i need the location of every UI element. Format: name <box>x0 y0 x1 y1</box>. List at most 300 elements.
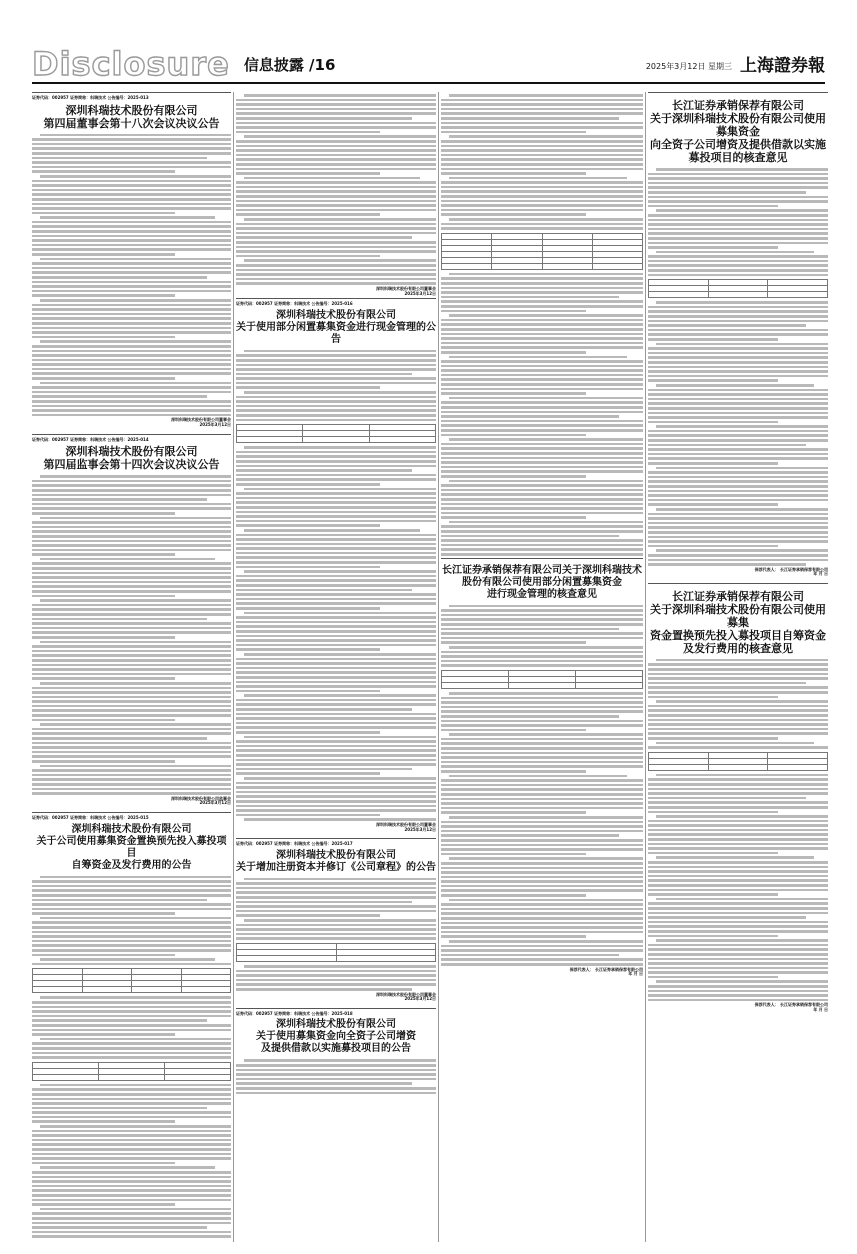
text-line <box>40 641 231 644</box>
text-line <box>236 354 436 357</box>
text-line <box>32 161 231 164</box>
text-line <box>441 548 643 551</box>
text-line <box>441 277 643 280</box>
text-line <box>648 935 778 938</box>
text-line <box>40 682 231 685</box>
text-line <box>441 738 643 741</box>
text-line <box>32 377 175 380</box>
text-line <box>648 723 828 726</box>
text-line <box>32 147 231 150</box>
text-line <box>32 645 231 648</box>
text-line <box>236 364 436 367</box>
text-line <box>32 1139 231 1142</box>
text-line <box>244 919 436 922</box>
text-line <box>40 340 231 343</box>
column-4 <box>648 92 828 1019</box>
text-line <box>40 917 231 920</box>
text-line <box>236 200 436 203</box>
text-line <box>441 108 643 111</box>
text-line <box>236 713 436 716</box>
text-line <box>32 783 231 786</box>
text-line <box>648 196 828 199</box>
text-line <box>648 801 828 804</box>
text-line <box>236 979 436 982</box>
text-line <box>32 755 231 758</box>
text-line <box>32 1231 231 1234</box>
text-line <box>441 190 643 193</box>
text-line <box>236 168 436 171</box>
text-line <box>236 368 436 371</box>
text-line <box>441 200 643 203</box>
text-line <box>236 99 436 102</box>
article-signature: 深圳科瑞技术股份有限公司董事会 2025年3月12日 <box>376 285 436 296</box>
text-line <box>648 177 828 180</box>
text-line <box>236 112 436 115</box>
text-line <box>244 259 436 262</box>
text-line <box>32 719 175 722</box>
text-line <box>40 876 231 879</box>
text-line <box>441 168 643 171</box>
text-line <box>441 839 643 842</box>
article-meta: 证券代码：002957 证券简称：科瑞技术 公告编号：2025-014 <box>32 436 149 442</box>
text-line <box>32 391 231 394</box>
text-line <box>32 354 231 357</box>
text-line <box>449 480 643 483</box>
text-line <box>244 529 420 532</box>
text-line <box>32 221 231 224</box>
text-line <box>236 409 436 412</box>
text-line <box>648 416 828 419</box>
text-line <box>32 212 175 215</box>
text-line <box>648 746 828 749</box>
text-line <box>32 152 231 155</box>
text-line <box>32 484 231 487</box>
text-line <box>32 963 231 966</box>
text-line <box>40 175 231 178</box>
text-line <box>40 958 215 961</box>
text-line <box>32 1001 231 1004</box>
text-line <box>236 154 436 157</box>
text-line <box>32 889 231 892</box>
text-line <box>441 784 643 787</box>
text-line <box>32 732 231 735</box>
text-line <box>32 331 231 334</box>
text-line <box>32 350 231 353</box>
text-line <box>656 209 828 212</box>
text-line <box>236 1069 436 1072</box>
text-line <box>441 204 643 207</box>
text-line <box>441 945 643 948</box>
text-line <box>441 411 643 414</box>
text-line <box>236 745 436 748</box>
text-line <box>32 530 231 533</box>
data-table <box>32 968 231 993</box>
text-line <box>236 273 436 276</box>
text-line <box>32 253 175 256</box>
text-line <box>40 517 231 520</box>
text-line <box>244 777 436 780</box>
text-line <box>236 671 436 674</box>
text-line <box>441 328 643 331</box>
text-line <box>441 122 643 125</box>
text-line <box>236 497 436 500</box>
text-line <box>236 782 436 785</box>
text-line <box>32 498 207 501</box>
text-line <box>32 650 231 653</box>
article-title: 深圳科瑞技术股份有限公司 关于使用募集资金向全资子公司增资 及提供借款以实施募投项目的公告 <box>256 1019 416 1055</box>
text-line <box>656 301 828 304</box>
text-line <box>648 967 828 970</box>
text-line <box>648 246 778 249</box>
text-line <box>441 935 586 938</box>
text-line <box>441 415 619 418</box>
text-line <box>236 795 436 798</box>
text-line <box>32 1107 207 1110</box>
text-line <box>648 324 806 327</box>
text-line <box>236 809 436 812</box>
text-line <box>441 378 643 381</box>
text-line <box>441 539 643 542</box>
text-line <box>648 462 778 465</box>
text-line <box>32 1171 231 1174</box>
article-body <box>648 301 828 565</box>
text-line <box>236 1078 436 1081</box>
article-title: 长江证券承销保荐有限公司 关于深圳科瑞技术股份有限公司使用募集 资金置换预先投入募投项目自筹资金 及发行费用的核查意见 <box>650 589 826 655</box>
text-line <box>244 612 436 615</box>
text-line <box>32 372 231 375</box>
text-line <box>32 1120 175 1123</box>
text-line <box>648 728 828 731</box>
text-line <box>648 260 828 263</box>
text-line <box>441 287 643 290</box>
article-body <box>32 996 231 1058</box>
text-line <box>648 430 828 433</box>
text-line <box>32 691 231 694</box>
text-line <box>32 1102 231 1105</box>
text-line <box>236 506 436 509</box>
text-line <box>32 912 175 915</box>
text-line <box>441 770 586 773</box>
text-line <box>648 889 828 892</box>
text-line <box>648 677 828 680</box>
text-line <box>441 830 643 833</box>
text-line <box>236 195 436 198</box>
text-line <box>32 567 231 570</box>
text-line <box>32 769 231 772</box>
text-line <box>236 589 412 592</box>
text-line <box>40 134 231 137</box>
text-line <box>441 618 643 621</box>
text-line <box>236 602 436 605</box>
text-line <box>648 310 828 313</box>
text-line <box>441 876 643 879</box>
text-line <box>648 237 828 240</box>
text-line <box>648 985 828 988</box>
text-line <box>32 405 231 408</box>
text-line <box>236 937 436 940</box>
text-line <box>441 917 643 920</box>
text-line <box>32 1098 231 1101</box>
text-line <box>648 476 828 479</box>
text-line <box>236 690 380 693</box>
text-line <box>648 958 828 961</box>
text-line <box>40 996 231 999</box>
text-line <box>236 1092 436 1095</box>
text-line <box>40 723 231 726</box>
data-table <box>648 279 828 298</box>
text-line <box>236 754 436 757</box>
text-line <box>32 313 231 316</box>
text-line <box>40 216 215 219</box>
text-line <box>648 663 828 666</box>
text-line <box>441 227 643 230</box>
text-line <box>32 526 231 529</box>
text-line <box>236 621 436 624</box>
text-line <box>32 940 231 943</box>
text-line <box>236 103 436 106</box>
text-line <box>32 792 231 795</box>
issue-date: 2025年3月12日 星期三 <box>645 62 732 71</box>
text-line <box>32 705 231 708</box>
text-line <box>441 337 643 340</box>
text-line <box>441 871 643 874</box>
text-line <box>648 668 828 671</box>
text-line <box>449 692 643 695</box>
text-line <box>32 535 231 538</box>
text-line <box>441 516 586 519</box>
text-line <box>32 668 231 671</box>
text-line <box>441 461 643 464</box>
text-line <box>236 681 436 684</box>
text-line <box>32 363 231 366</box>
text-line <box>441 802 643 805</box>
text-line <box>441 498 643 501</box>
text-line <box>236 685 436 688</box>
text-line <box>648 861 828 864</box>
text-line <box>236 786 436 789</box>
text-line <box>441 614 643 617</box>
text-line <box>648 907 828 910</box>
text-line <box>40 599 231 602</box>
text-line <box>32 659 231 662</box>
text-line <box>656 384 814 387</box>
text-line <box>32 595 175 598</box>
text-line <box>244 570 436 573</box>
article-signature: 深圳科瑞技术股份有限公司监事会 2025年3月12日 <box>171 795 231 806</box>
text-line <box>236 575 436 578</box>
text-line <box>32 267 231 270</box>
text-line <box>656 251 814 254</box>
text-line <box>40 1084 231 1087</box>
article-body <box>236 965 436 991</box>
text-line <box>449 438 643 441</box>
text-line <box>648 242 828 245</box>
text-line <box>449 857 643 860</box>
text-line <box>441 651 643 654</box>
text-line <box>236 386 380 389</box>
text-line <box>32 1153 231 1156</box>
text-line <box>648 361 828 364</box>
article-body <box>236 446 436 821</box>
text-line <box>449 733 643 736</box>
text-line <box>32 193 231 196</box>
text-line <box>648 444 806 447</box>
text-line <box>236 561 436 564</box>
text-line <box>441 181 643 184</box>
text-line <box>648 531 828 534</box>
text-line <box>236 483 380 486</box>
text-line <box>32 138 231 141</box>
text-line <box>441 424 643 427</box>
text-line <box>236 460 436 463</box>
text-line <box>648 480 828 483</box>
text-line <box>236 469 412 472</box>
article-sponsor-cash-management <box>441 558 643 977</box>
text-line <box>441 291 643 294</box>
text-line <box>441 880 643 883</box>
text-line <box>648 352 828 355</box>
text-line <box>441 701 643 704</box>
text-line <box>648 705 828 708</box>
text-line <box>236 419 436 422</box>
text-line <box>236 264 436 267</box>
text-line <box>648 471 828 474</box>
text-line <box>236 703 436 706</box>
text-line <box>32 503 231 506</box>
text-line <box>32 613 231 616</box>
article-signature: 保荐代表人： 长江证券承销保荐有限公司 年 月 日 <box>754 566 828 577</box>
text-line <box>32 572 231 575</box>
text-line <box>441 908 643 911</box>
text-line <box>449 605 643 608</box>
text-line <box>32 1015 231 1018</box>
text-line <box>441 637 643 640</box>
text-line <box>32 409 231 412</box>
article-title: 深圳科瑞技术股份有限公司 关于公司使用募集资金置换预先投入募投项目 自筹资金及发行费用的公告 <box>36 823 227 871</box>
text-line <box>441 807 643 810</box>
text-line <box>441 195 643 198</box>
text-line <box>441 333 643 336</box>
text-line <box>236 511 436 514</box>
text-line <box>441 697 643 700</box>
text-line <box>32 480 231 483</box>
text-line <box>648 719 828 722</box>
text-line <box>648 412 828 415</box>
text-line <box>32 143 231 146</box>
text-line <box>32 1029 231 1032</box>
article-supervisory-resolution <box>32 434 231 806</box>
article-signature: 保荐代表人： 长江证券承销保荐有限公司 年 月 日 <box>569 966 643 977</box>
text-line <box>236 974 436 977</box>
text-line <box>236 492 436 495</box>
text-line <box>32 327 231 330</box>
text-line <box>656 815 828 818</box>
text-line <box>648 485 828 488</box>
text-line <box>648 912 828 915</box>
text-line <box>244 878 436 881</box>
text-line <box>648 191 806 194</box>
text-line <box>648 732 828 735</box>
text-line <box>236 405 436 408</box>
article-subsidiary-capital <box>236 1008 436 1094</box>
text-line <box>32 1052 231 1055</box>
text-line <box>32 304 231 307</box>
text-line <box>441 145 643 148</box>
text-line <box>32 1217 231 1220</box>
text-line <box>236 896 436 899</box>
text-line <box>236 676 436 679</box>
text-line <box>32 751 231 754</box>
text-line <box>648 186 828 189</box>
text-line <box>441 117 619 120</box>
text-line <box>656 467 828 470</box>
text-line <box>32 170 175 173</box>
text-line <box>244 446 436 449</box>
text-line <box>32 345 231 348</box>
text-line <box>441 660 643 663</box>
text-line <box>236 163 436 166</box>
text-line <box>32 235 231 238</box>
data-table <box>236 943 436 962</box>
text-line <box>441 365 643 368</box>
text-line <box>32 1176 231 1179</box>
text-line <box>32 290 231 293</box>
text-line <box>441 300 643 303</box>
text-line <box>236 373 412 376</box>
text-line <box>441 351 586 354</box>
text-line <box>32 207 231 210</box>
text-line <box>236 246 436 249</box>
text-line <box>236 515 436 518</box>
text-line <box>441 484 643 487</box>
text-line <box>236 108 436 111</box>
text-line <box>236 126 436 129</box>
text-line <box>32 1042 231 1045</box>
text-line <box>236 278 436 281</box>
text-line <box>441 788 643 791</box>
text-line <box>236 241 436 244</box>
text-line <box>648 714 828 717</box>
text-line <box>40 299 231 302</box>
text-line <box>441 503 643 506</box>
text-line <box>32 742 231 745</box>
article-body <box>441 605 643 667</box>
text-line <box>648 375 828 378</box>
text-line <box>648 866 828 869</box>
text-line <box>236 970 436 973</box>
text-line <box>648 870 828 873</box>
text-line <box>32 709 231 712</box>
article-meta: 证券代码：002957 证券简称：科瑞技术 公告编号：2025-013 <box>32 95 149 100</box>
text-line <box>236 579 436 582</box>
text-line <box>648 448 828 451</box>
text-line <box>236 478 436 481</box>
text-line <box>441 811 586 814</box>
text-line <box>648 269 828 272</box>
text-line <box>648 540 828 543</box>
section-brand: Disclosure <box>32 46 244 82</box>
text-line <box>441 383 643 386</box>
text-line <box>441 710 643 713</box>
text-line <box>32 604 231 607</box>
text-line <box>32 788 231 791</box>
text-line <box>656 980 828 983</box>
text-line <box>441 853 586 856</box>
text-line <box>656 939 828 942</box>
text-line <box>236 593 436 596</box>
text-line <box>32 322 231 325</box>
text-line <box>236 749 436 752</box>
